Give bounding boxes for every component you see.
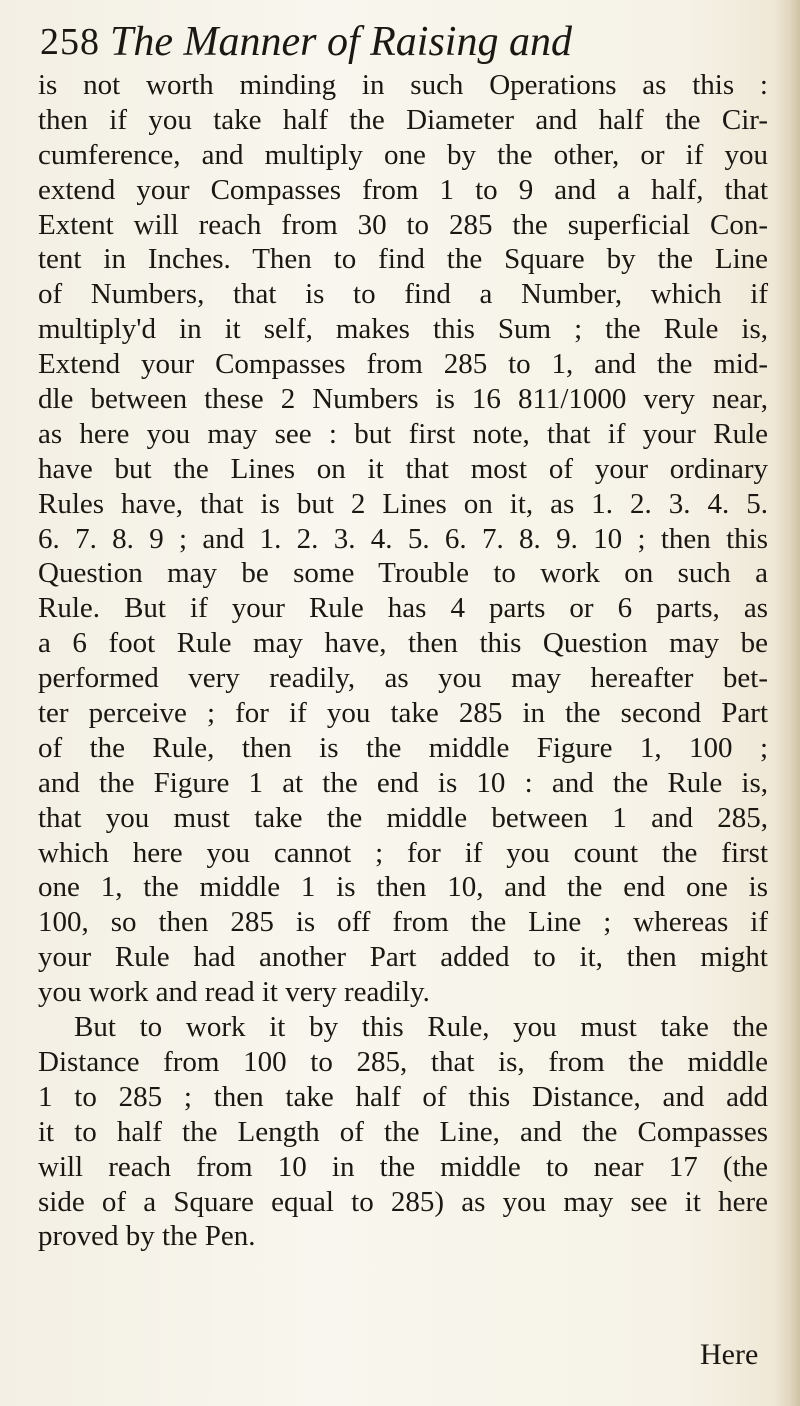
running-title: The Manner of Raising and bbox=[110, 19, 572, 65]
text-line: side of a Square equal to 285) as you may see it here bbox=[38, 1185, 768, 1218]
text-line: is not worth minding in such Operations as this : bbox=[38, 69, 768, 101]
text-line: Extent will reach from 30 to 285 the superficial Con- bbox=[38, 208, 768, 241]
text-line: dle between these 2 Numbers is 16 811/1000 very near, bbox=[38, 383, 768, 416]
text-line: Rule. But if your Rule has 4 parts or 6 parts, as bbox=[38, 592, 768, 625]
text-line: Distance from 100 to 285, that is, from the middle bbox=[38, 1045, 768, 1078]
text-line: a 6 foot Rule may have, then this Question may be bbox=[38, 627, 768, 660]
body-text bbox=[38, 68, 768, 1254]
text-line: that you must take the middle between 1 and 285, bbox=[38, 801, 768, 834]
text-line: multiply'd in it self, makes this Sum ; the Rule is, bbox=[38, 313, 768, 346]
text-line: and the Figure 1 at the end is 10 : and the Rule is, bbox=[38, 766, 768, 799]
text-line: Extend your Compasses from 285 to 1, and the mid- bbox=[38, 348, 768, 381]
text-line: 100, so then 285 is off from the Line ; whereas if bbox=[38, 906, 768, 939]
text-line: Question may be some Trouble to work on such a bbox=[38, 557, 768, 590]
text-line: then if you take half the Diameter and half the Cir- bbox=[38, 103, 768, 136]
text-line: ter perceive ; for if you take 285 in the second Part bbox=[38, 697, 768, 730]
text-line: have but the Lines on it that most of your ordinary bbox=[38, 452, 768, 485]
text-line: of Numbers, that is to find a Number, which if bbox=[38, 278, 768, 311]
text-line: of the Rule, then is the middle Figure 1, 100 ; bbox=[38, 731, 768, 764]
text-line: cumference, and multiply one by the other, or if you bbox=[38, 138, 768, 171]
text-line: Rules have, that is but 2 Lines on it, as 1. 2. 3. 4. 5. bbox=[38, 487, 768, 520]
text-line: you work and read it very readily. bbox=[38, 976, 430, 1009]
page-number: 258 bbox=[40, 21, 100, 63]
text-line: performed very readily, as you may hereafter bet- bbox=[38, 662, 768, 695]
text-line: proved by the Pen. bbox=[38, 1220, 256, 1253]
text-line: it to half the Length of the Line, and the Compasses bbox=[38, 1115, 768, 1148]
text-line: your Rule had another Part added to it, then might bbox=[38, 941, 768, 974]
text-line: one 1, the middle 1 is then 10, and the end one is bbox=[38, 871, 768, 904]
running-head bbox=[40, 16, 740, 70]
text-line: tent in Inches. Then to find the Square by the Line bbox=[38, 243, 768, 276]
text-line: But to work it by this Rule, you must take the bbox=[74, 1011, 768, 1044]
text-line: extend your Compasses from 1 to 9 and a half, that bbox=[38, 173, 768, 206]
text-line: as here you may see : but first note, that if your Rule bbox=[38, 417, 768, 450]
text-line: will reach from 10 in the middle to near 17 (the bbox=[38, 1150, 768, 1183]
text-line: which here you cannot ; for if you count the first bbox=[38, 836, 768, 869]
text-line: 6. 7. 8. 9 ; and 1. 2. 3. 4. 5. 6. 7. 8. 9. 10 ; then this bbox=[38, 522, 768, 555]
page-edge-shadow bbox=[774, 0, 800, 1406]
catchword: Here bbox=[700, 1338, 759, 1371]
text-line: 1 to 285 ; then take half of this Distance, and add bbox=[38, 1080, 768, 1113]
